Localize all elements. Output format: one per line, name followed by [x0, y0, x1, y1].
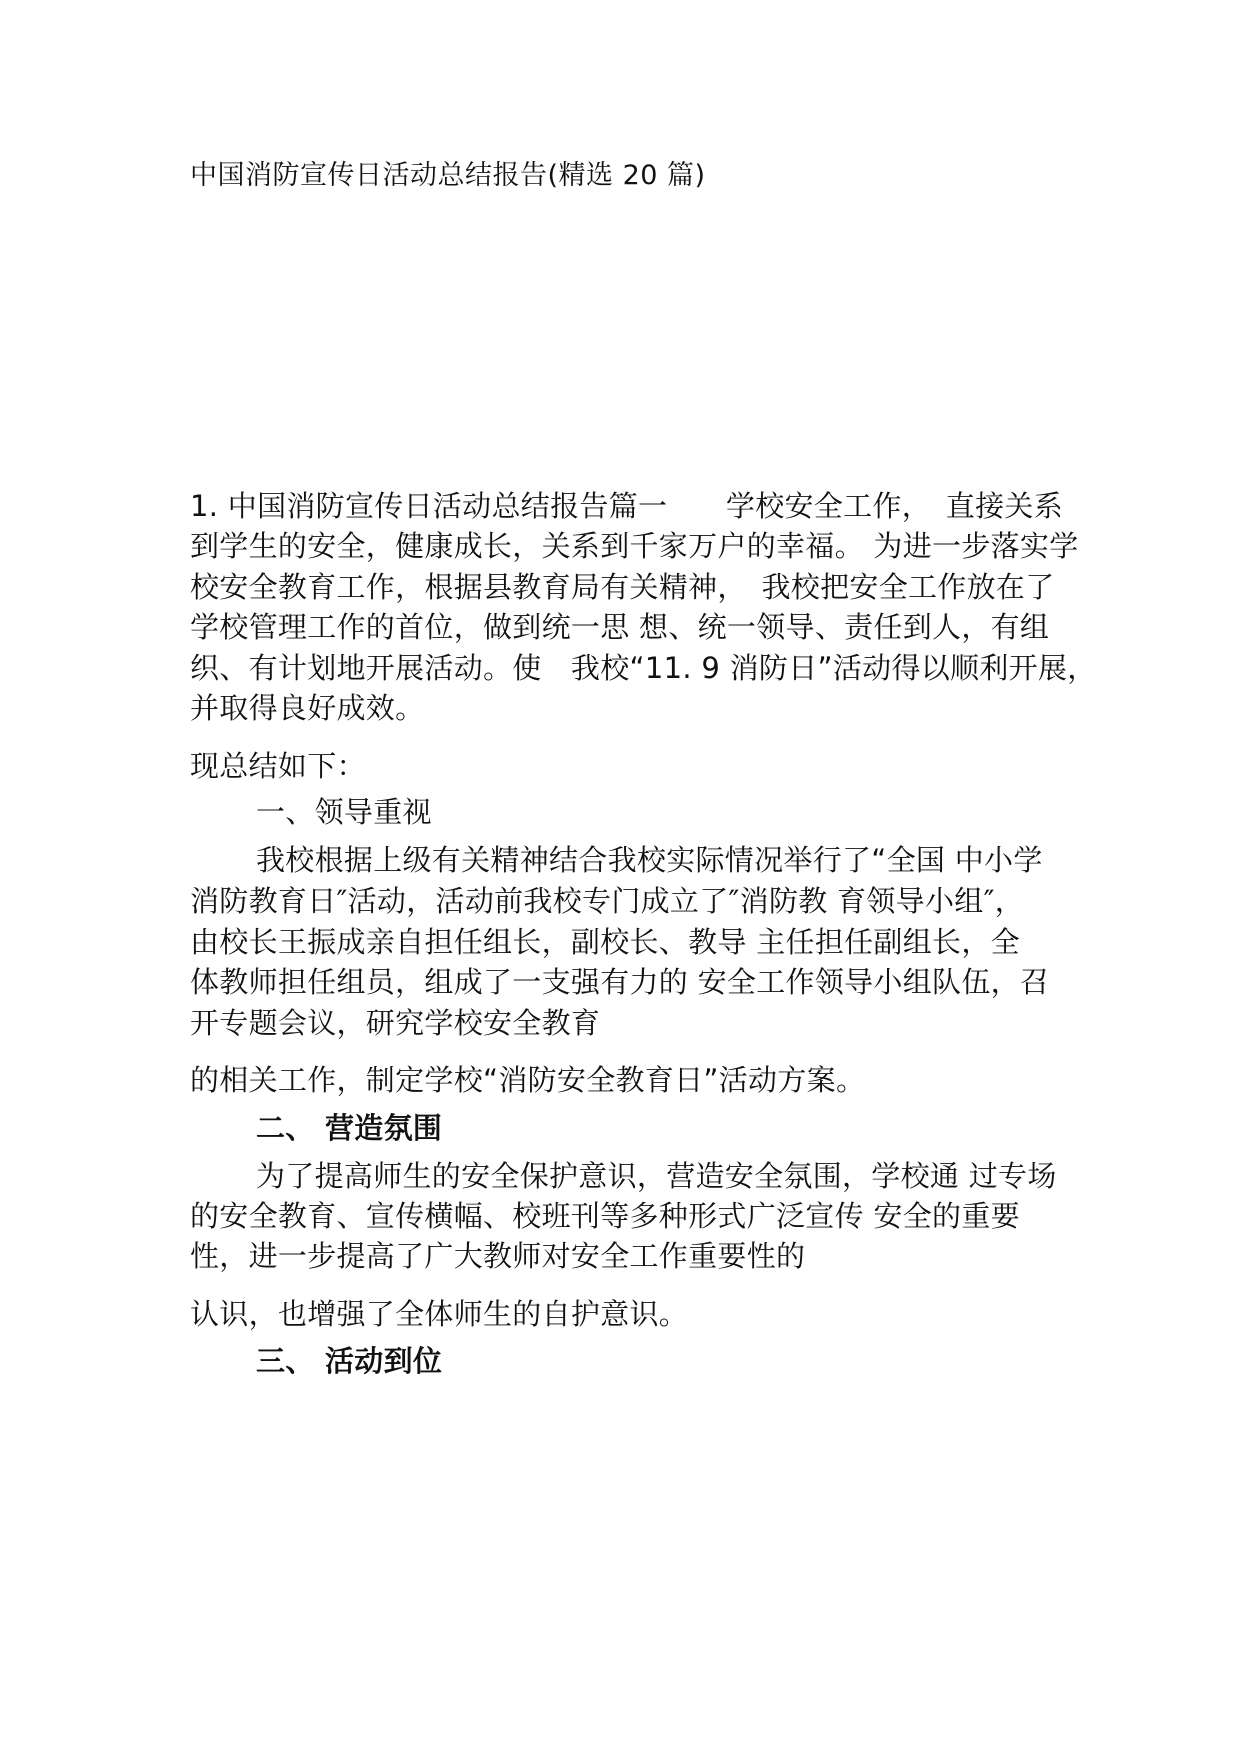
intro-line-6: 并取得良好成效。 [190, 691, 425, 725]
section2-heading: 二、 营造氛围 [256, 1111, 443, 1145]
section2-line-3: 性，进一步提高了广大教师对安全工作重要性的 [190, 1239, 806, 1273]
section1-line-1: 我校根据上级有关精神结合我校实际情况举行了“全国 中小学 [256, 843, 1043, 877]
section1-line-3: 由校长王振成亲自担任组长，副校长、教导 主任担任副组长，全 [190, 925, 1020, 959]
intro-line-5: 织、有计划地开展活动。使 我校“11. 9 消防日”活动得以顺利开展， [190, 651, 1097, 685]
section2-tail: 认识，也增强了全体师生的自护意识。 [190, 1297, 689, 1331]
intro-line-2: 到学生的安全，健康成长，关系到千家万户的幸福。 为进一步落实学 [190, 529, 1079, 563]
section2-line-2: 的安全教育、宣传横幅、校班刊等多种形式广泛宣传 安全的重要 [190, 1199, 1020, 1233]
section2-line-1: 为了提高师生的安全保护意识，营造安全氛围，学校通 过专场 [256, 1159, 1057, 1193]
section1-line-4: 体教师担任组员，组成了一支强有力的 安全工作领导小组队伍，召 [190, 965, 1050, 999]
intro-line-4: 学校管理工作的首位，做到统一思 想、统一领导、责任到人，有组 [190, 610, 1050, 644]
intro-line-1: 1. 中国消防宣传日活动总结报告篇一 学校安全工作， 直接关系 [190, 489, 1063, 523]
section1-line-5: 开专题会议，研究学校安全教育 [190, 1006, 601, 1040]
document-title: 中国消防宣传日活动总结报告(精选 20 篇) [190, 160, 706, 191]
section1-line-2: 消防教育日″活动，活动前我校专门成立了″消防教 育领导小组″， [190, 884, 1025, 918]
summary-intro: 现总结如下： [190, 749, 366, 783]
section1-heading: 一、领导重视 [256, 795, 432, 829]
section3-heading: 三、 活动到位 [256, 1344, 443, 1378]
intro-line-3: 校安全教育工作，根据县教育局有关精神， 我校把安全工作放在了 [190, 570, 1055, 604]
section1-tail: 的相关工作，制定学校“消防安全教育日”活动方案。 [190, 1063, 866, 1097]
